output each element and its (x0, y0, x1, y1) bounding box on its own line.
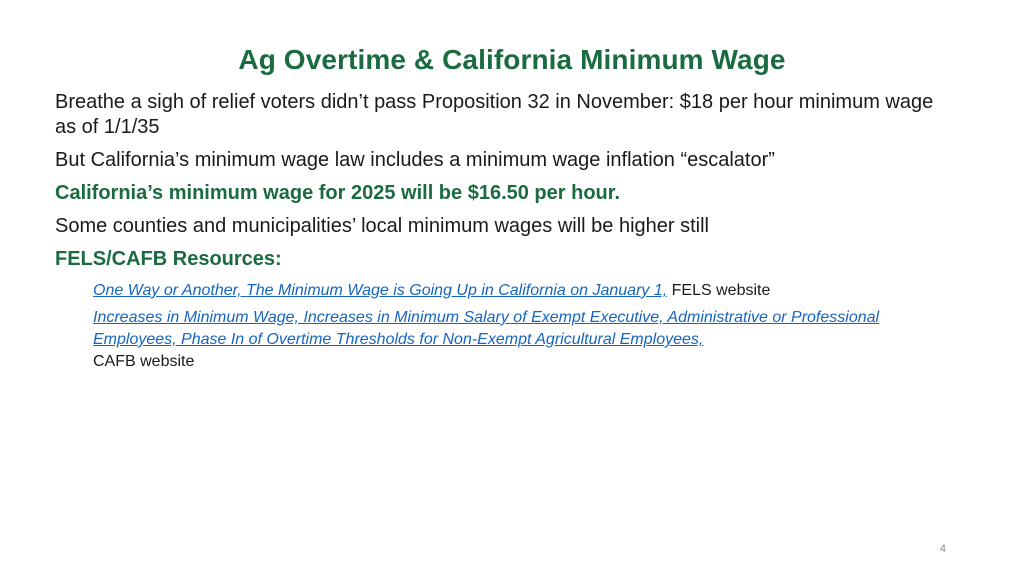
page-number: 4 (939, 543, 946, 555)
bullet-local-wages: Some counties and municipalities’ local minimum wages will be higher still (55, 215, 709, 237)
slide-content (55, 90, 955, 378)
resource-link-fels[interactable]: One Way or Another, The Minimum Wage is Going Up in California on January 1, (93, 282, 668, 299)
resource-source-fels: FELS website (667, 282, 771, 299)
slide-title: Ag Overtime & California Minimum Wage (238, 44, 786, 75)
bullet-escalator: But California’s minimum wage law includes a minimum wage inflation “escalator” (55, 149, 775, 171)
resource-source-cafb: CAFB website (93, 353, 195, 370)
bullet-resources-heading: FELS/CAFB Resources: (55, 248, 282, 270)
resource-item-cafb (93, 307, 955, 373)
resource-link-cafb[interactable]: Increases in Minimum Wage, Increases in Minimum Salary of Exempt Executive, Administrative or Professional Employees, Phase In of Overtime Thresholds for Non-Exempt Agricultural Employees, (93, 309, 880, 348)
bullet-2025-wage: California’s minimum wage for 2025 will be $16.50 per hour. (55, 182, 620, 204)
resource-item-fels (93, 280, 955, 302)
bullet-prop-32: Breathe a sigh of relief voters didn’t pass Proposition 32 in November: $18 per hour minimum wage as of 1/1/35 (55, 91, 934, 138)
